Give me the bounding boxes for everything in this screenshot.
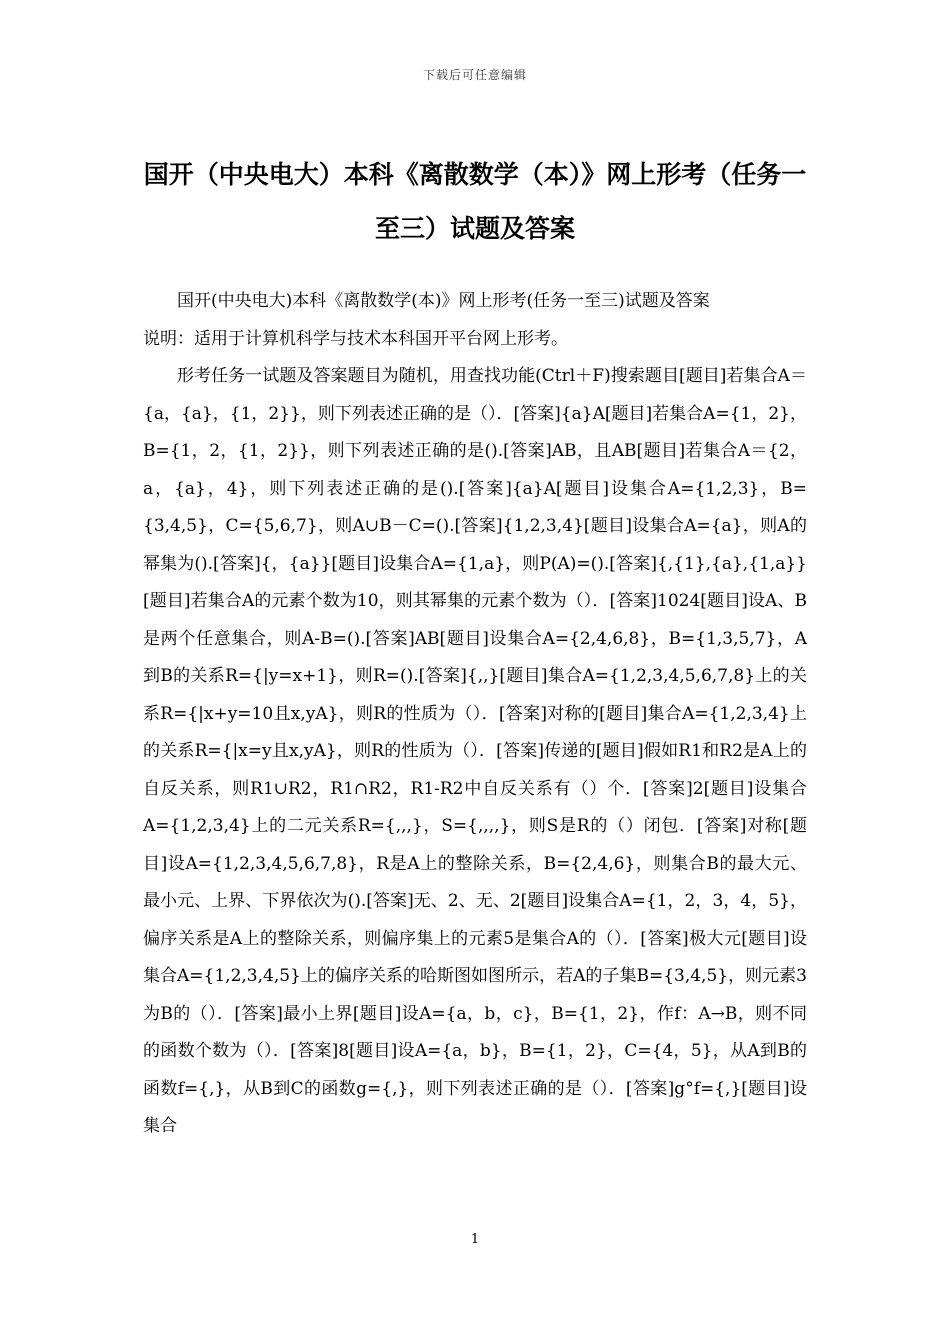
page-number: 1 <box>470 1232 480 1247</box>
document-title: 国开（中央电大）本科《离散数学（本）》网上形考（任务一至三）试题及答案 <box>143 160 807 243</box>
page-header: 下载后可任意编辑 <box>422 68 527 82</box>
note-paragraph: 说明：适用于计算机科学与技术本科国开平台网上形考。 <box>143 328 568 349</box>
intro-paragraph: 国开(中央电大)本科《离散数学(本)》网上形考(任务一至三)试题及答案 <box>177 291 710 311</box>
document-body <box>143 283 807 1146</box>
questions-paragraph: 形考任务一试题及答案题目为随机，用查找功能(Ctrl＋F)搜索题目[题目]若集合A＝{a，{a}，{1，2}}，则下列表述正确的是（）．[答案]{a}A[题目]若集合A={1，2}，B={1，2，{1，2}}，则下列表述正确的是().[答案]AB，且AB[题目]若集合A＝{2，a，{a}，4}，则下列表述正确的是().[答案]{a}A[题目]设集合A={1,2,3}，B={3,4,5}，C={5,6,7}，则A∪B－C=().[答案]{1,2,3,4}[题目]设集合A={a}，则A的幂集为().[答案]{，{a}}[题目]设集合A={1,a}，则P(A)=().[答案]{,{1},{a},{1,a}}[题目]若集合A的元素个数为10，则其幂集的元素个数为（）．[答案]1024[题目]设A、B是两个任意集合，则A-B=().[答案]AB[题目]设集合A={2,4,6,8}，B={1,3,5,7}，A到B的关系R={|y=x+1}，则R=().[答案]{,,}[题目]集合A={1,2,3,4,5,6,7,8}上的关系R={|x+y=10且x,yA}，则R的性质为（）．[答案]对称的[题目]集合A={1,2,3,4}上的关系R={|x=y且x,yA}，则R的性质为（）．[答案]传递的[题目]假如R1和R2是A上的自反关系，则R1∪R2，R1∩R2，R1-R2中自反关系有（）个．[答案]2[题目]设集合A={1,2,3,4}上的二元关系R={,,,}，S={,,,,}，则S是R的（）闭包．[答案]对称[题目]设A={1,2,3,4,5,6,7,8}，R是A上的整除关系，B={2,4,6}，则集合B的最大元、最小元、上界、下界依次为().[答案]无、2、无、2[题目]设集合A={1，2，3，4，5}，偏序关系是A上的整除关系，则偏序集上的元素5是集合A的（）．[答案]极大元[题目]设集合A={1,2,3,4,5}上的偏序关系的哈斯图如图所示，若A的子集B={3,4,5}，则元素3为B的（）．[答案]最小上界[题目]设A={a，b，c}，B={1，2}，作f：A→B，则不同的函数个数为（）．[答案]8[题目]设A={a，b}，B={1，2}，C={4，5}，从A到B的函数f={,}，从B到C的函数g={,}，则下列表述正确的是（）．[答案]g°f={,}[题目]设集合 <box>143 366 808 1136</box>
